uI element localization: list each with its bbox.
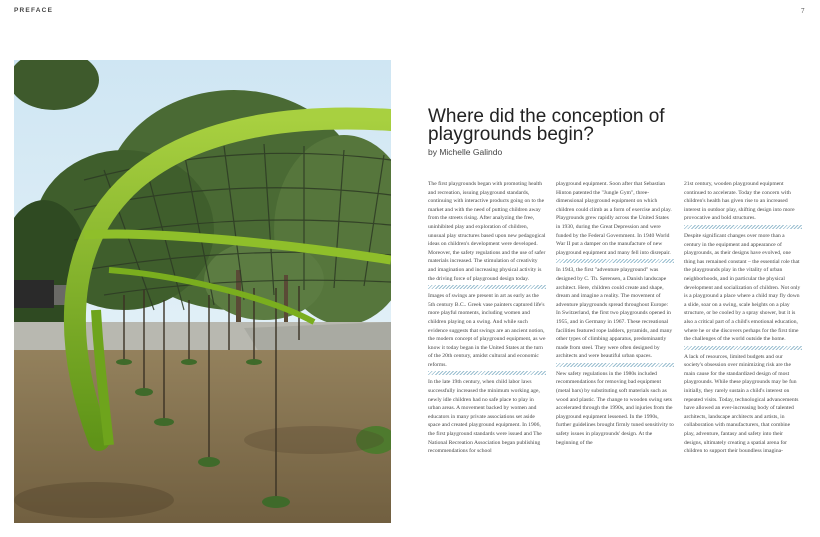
paragraph-divider xyxy=(428,371,546,375)
paragraph: playground equipment. Soon after that Sebastian Hinton patented the "Jungle Gym", three-dimensional playground equipment on which children could climb as a form of exercise and play. Playgrounds grew rapidly across the United States in 1930, during the Great Depression and were funded by the Federal Government. In 1940 World War II put a damper on the manufacture of new playground equipment and many fell into disrepair. xyxy=(556,181,672,256)
paragraph-divider xyxy=(428,285,546,289)
playground-photo xyxy=(14,60,391,523)
paragraph: In 1943, the first "adventure playground" was designed by C. Th. Sørensen, a Danish landscape architect. Here, children could create and shape, dream and imagine a reality. The movement of adventure playgrounds spread throughout Europe: In Switzerland, the first two playgrounds opened in 1955, and in Germany in 1967. These recreational facilities featured rope ladders, pyramids, and many other types of climbing apparatus, predominantly made from steel. They were often designed by architects and were beautiful urban spaces. xyxy=(556,267,673,360)
paragraph: Images of swings are present in art as early as the 5th century B.C.. Greek vase painters captured life's more playful moments, including women and children playing on a swing. And while such evidence suggests that swings are an ancient notion, the modern concept of playground equipment, as we know it today began in the United States at the turn of the 20th century, amidst cultural and economic reforms. xyxy=(428,293,546,368)
paragraph: Despite significant changes over more than a century in the equipment and appearance of playgrounds, as their designs have evolved, one thing has remained constant – the essential role that the playgrounds play in the vitality of urban neighborhoods, and in particular the physical development and socialization of children. Not only is a playground a place where a child may fly down a slide, soar on a swing, scale heights on a play structure, or be cooled by a spray shower, but it is also a critical part of a child's emotional education, where he or she discovers perhaps for the first time the challenges of the world outside the home. xyxy=(684,232,801,343)
paragraph: A lack of resources, limited budgets and our society's obsession over minimizing risk are the main cause for the standardized design of most playgrounds. While these playgrounds may be fun initially, they rarely sustain a child's interest on repeated visits. Today, technological advancements have allowed an ever-increasing body of talented architects, landscape architects and artists, in collaboration with manufacturers, that combine play, adventure, fantasy and safety into their designs, ultimately creating a spatial arena for children to support their boundless imagina- xyxy=(684,353,799,455)
text-column-1 xyxy=(428,180,546,456)
text-column-2 xyxy=(556,180,674,447)
article-title xyxy=(428,108,808,144)
article-byline: by Michelle Galindo xyxy=(428,147,503,157)
paragraph: New safety regulations in the 1980s included recommendations for removing bad equipment (metal bars) by substituting soft materials such as wood and plastic. The change to wooden swing sets accelerated through the 1990s, and injuries from the playground equipment lessened. In the 1990s, further guidelines brought firmly tuned sensitivity to safety issues in playgrounds' design. At the beginning of the xyxy=(556,370,674,446)
paragraph-divider xyxy=(684,346,802,350)
paragraph-divider xyxy=(684,225,802,229)
paragraph-divider xyxy=(556,363,674,367)
paragraph: In the late 19th century, when child labor laws successfully increased the minimum working age, newly idle children had no safe place to play in urban areas. A movement backed by women and educators in many private associations set aside space and created playground equipment. In 1906, the first playground standards were issued and The National Recreation Association began publishing recommendations for school xyxy=(428,379,542,455)
paragraph: 21st century, wooden playground equipment continued to accelerate. Today the concern with children's health has given rise to an increased interest in outdoor play, shifting design into more provocative and bold structures. xyxy=(684,181,795,222)
paragraph: The first playgrounds began with promoting health and recreation, issuing playground standards, continuing with interactive products going on to the market and with the need of putting children away from the streets rising. After analyzing the free, uninhibited play and exploration of children, unusual play structures based upon new pedagogical ideas on children's development were developed. Moreover, the safety regulations and the use of safer materials increased. The stimulation of creativity and imagination and increasing physical activity is the driving force of playground design today. xyxy=(428,181,546,282)
article-title-line-2: playgrounds begin? xyxy=(428,124,594,145)
page-number: 7 xyxy=(801,7,805,15)
text-column-3 xyxy=(684,180,802,456)
article-title-line-1: Where did the conception of xyxy=(428,106,665,127)
paragraph-divider xyxy=(556,259,674,263)
playground-canopy-illustration xyxy=(14,60,391,523)
section-header: PREFACE xyxy=(14,7,54,14)
